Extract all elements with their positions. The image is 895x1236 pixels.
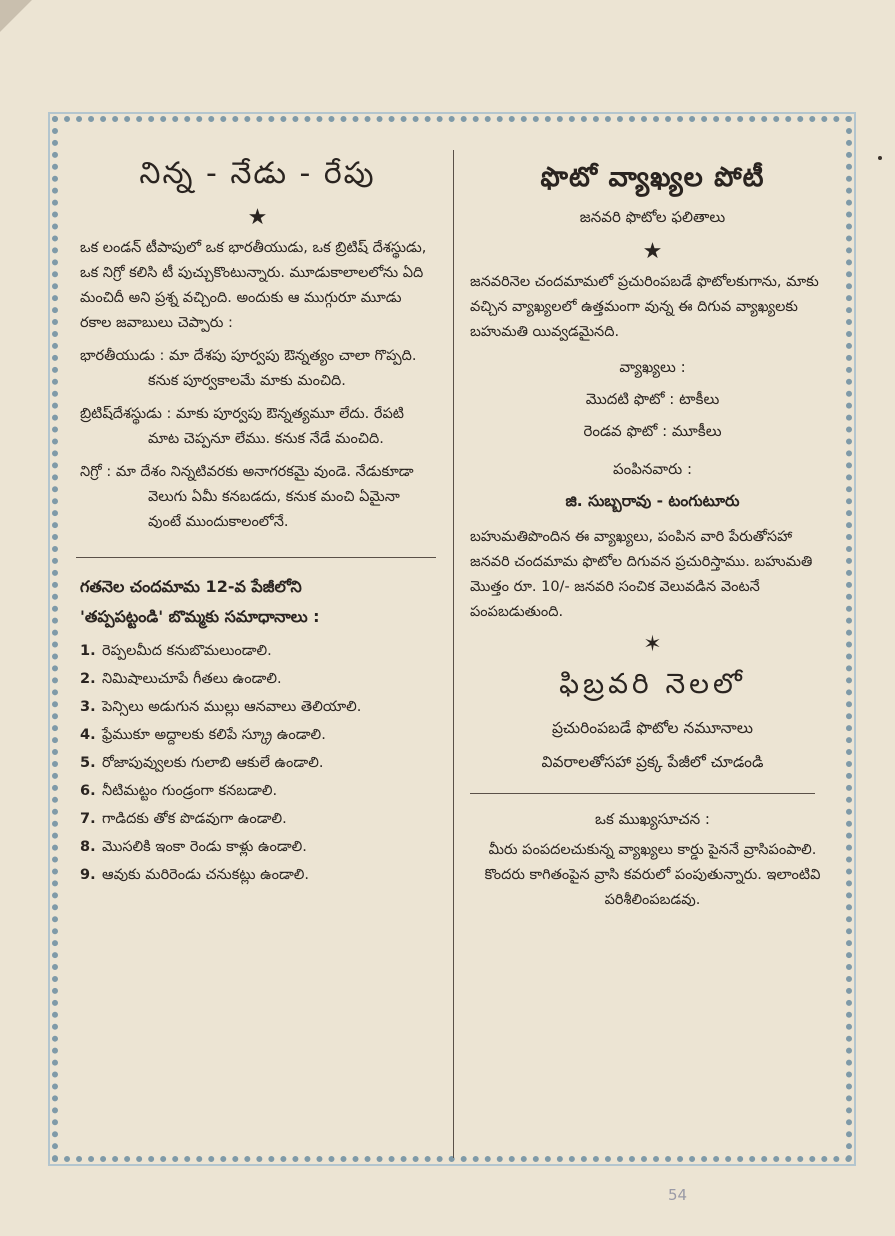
right-column — [470, 150, 835, 913]
photo2-caption: రెండవ ఫొటో : మూకీలు — [583, 422, 722, 440]
notice-title: ఒక ముఖ్యసూచన : — [595, 810, 710, 828]
notice-text: మీరు పంపదలచుకున్న వ్యాఖ్యలు కార్డు పైననే వ్రాసిపంపాలి. కొందరు కాగితంపైన వ్రాసి కవరులో పంపుతున్నారు. ఇలాంటివి పరిశీలింపబడవు. — [484, 842, 821, 908]
sender-label: పంపినవారు : — [612, 460, 693, 478]
sender-name: జి. సుబ్బరావు - టంగుటూరు — [565, 492, 740, 510]
left-title: నిన్న - నేడు - రేపు — [139, 156, 376, 191]
star-ornament: ★ — [642, 239, 663, 264]
section-divider — [470, 793, 815, 794]
photo1-caption: మొదటి ఫొటో : టాకీలు — [585, 390, 720, 408]
list-item: 3. పెన్సిలు అడుగున ముల్లు ఆనవాలు తెలియాలి. — [80, 699, 362, 715]
answers-list — [80, 638, 435, 888]
column-divider — [453, 150, 454, 1158]
february-heading: ఫిబ్రవరి నెలలో — [559, 667, 746, 700]
list-item: 7. గాడిదకు తోక పొడవుగా ఉండాలి. — [80, 811, 287, 827]
answer-british: బ్రిటిష్‌దేశస్థుడు : మాకు పూర్వపు ఔన్నత్యమూ లేదు. రేపటి మాట చెప్పనూ లేము. కనుక నేడే మంచిది. — [80, 406, 404, 447]
february-line2: వివరాలతోసహా ప్రక్క పేజీలో చూడండి — [541, 753, 764, 771]
answers-heading-line2: 'తప్పపట్టండి' బొమ్మకు సమాధానాలు : — [80, 607, 320, 626]
list-item: 5. రోజాపువ్వులకు గులాబి ఆకులే ఉండాలి. — [80, 755, 324, 771]
february-line1: ప్రచురింపబడే ఫొటోల నమూనాలు — [551, 719, 754, 737]
contest-intro: జనవరినెల చందమామలో ప్రచురింపబడే ఫొటోలకుగాను, మాకు వచ్చిన వ్యాఖ్యలలో ఉత్తమంగా వున్న ఈ దిగువ వ్యాఖ్యలకు బహుమతి యివ్వడమైనది. — [470, 274, 819, 340]
list-item: 6. నీటిమట్టం గుండ్రంగా కనబడాలి. — [80, 783, 278, 799]
answer-indian: భారతీయుడు : మా దేశపు పూర్వపు ఔన్నత్యం చాలా గొప్పది. కనుక పూర్వకాలమే మాకు మంచిది. — [80, 348, 417, 389]
list-item: 4. ఫ్రేముకూ అద్దాలకు కలిపే స్క్రూ ఉండాలి. — [80, 727, 326, 743]
answers-heading — [80, 572, 435, 632]
ink-speck — [878, 156, 882, 160]
right-title: ఫొటో వ్యాఖ్యల పోటీ — [540, 162, 765, 193]
asterisk-ornament: ✶ — [643, 632, 662, 657]
list-item: 9. ఆవుకు మరిరెండు చనుకట్లు ఉండాలి. — [80, 867, 310, 883]
torn-corner — [0, 0, 40, 50]
list-item: 1. రెప్పలమీద కనుబొమలుండాలి. — [80, 643, 272, 659]
results-subtitle: జనవరి ఫొటోల ఫలితాలు — [579, 208, 726, 226]
answers-heading-line1: గతనెల చందమామ 12-వ పేజీలోని — [80, 577, 302, 596]
star-ornament: ★ — [247, 205, 268, 230]
list-item: 2. నిమిషాలుచూపే గీతలు ఉండాలి. — [80, 671, 282, 687]
page-number: 54 — [668, 1186, 688, 1204]
answer-negro: నిగ్రో : మా దేశం నిన్నటివరకు అనాగరకమై వుండె. నేడుకూడా వెలుగు ఏమీ కనబడదు, కనుక మంచి ఏమైనా వుంటే ముందుకాలంలోనే. — [80, 464, 414, 530]
prize-text: బహుమతిపొందిన ఈ వ్యాఖ్యలు, పంపిన వారి పేరుతోసహా జనవరి చందమామ ఫొటోల దిగువన ప్రచురిస్తాము. బహుమతి మొత్తం రూ. 10/- జనవరి సంచిక వెలువడిన వెంటనే పంపబడుతుంది. — [470, 529, 813, 620]
left-column — [80, 150, 435, 890]
section-divider — [76, 557, 436, 558]
list-item: 8. మొసలికి ఇంకా రెండు కాళ్లు ఉండాలి. — [80, 839, 307, 855]
story-intro: ఒక లండన్ టీపాపులో ఒక భారతీయుడు, ఒక బ్రిటిష్ దేశస్థుడు, ఒక నిగ్రో కలిసి టీ పుచ్చుకొంటున్నారు. మూడుకాలాలలోను ఏది మంచిదీ అని ప్రశ్న వచ్చింది. అందుకు ఆ ముగ్గురూ మూడు రకాల జవాబులు చెప్పారు : — [80, 240, 427, 331]
comments-label: వ్యాఖ్యలు : — [619, 358, 686, 376]
